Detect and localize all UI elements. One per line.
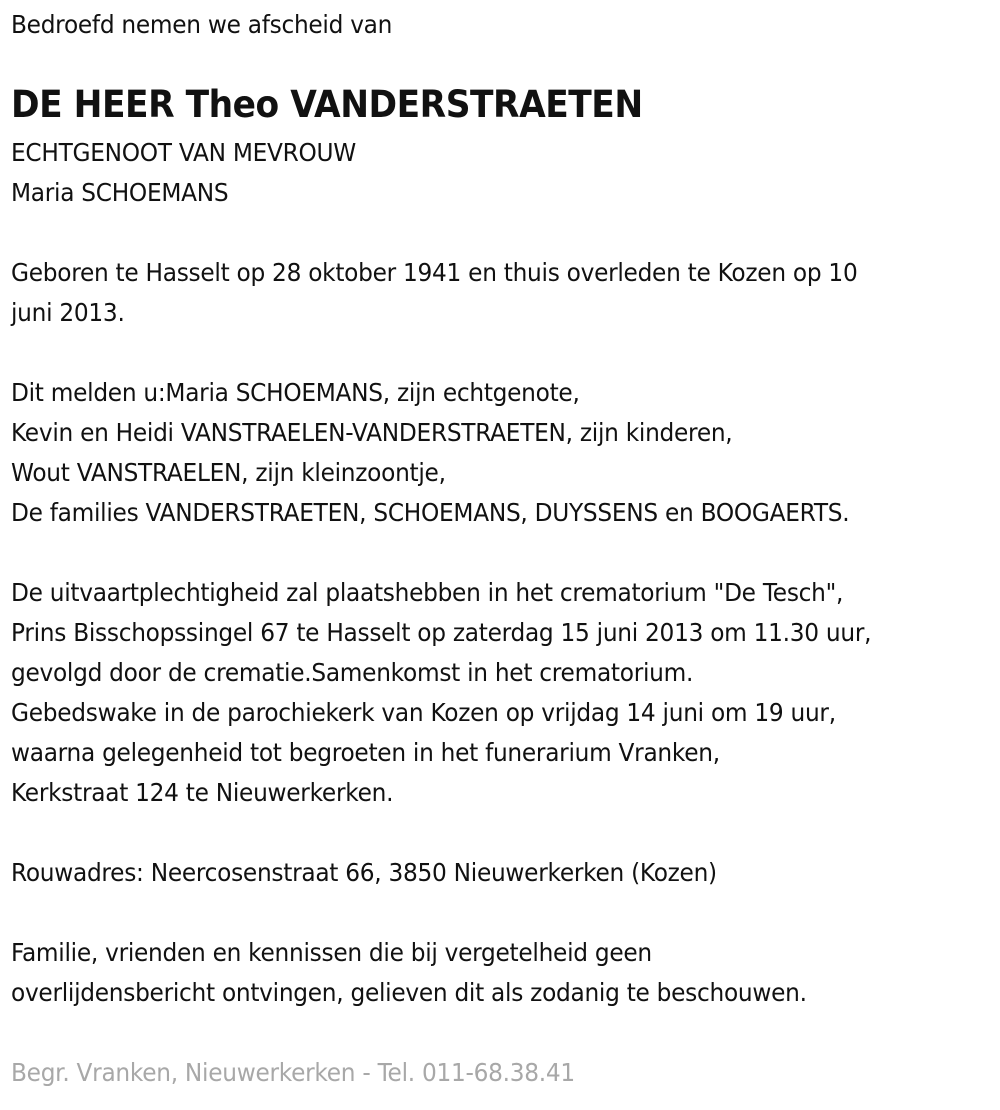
spouse-block <box>11 133 382 213</box>
ceremony-line: Kerkstraat 124 te Nieuwerkerken. <box>11 778 394 807</box>
announcement-paragraph <box>11 373 912 533</box>
birth-death-line: juni 2013. <box>11 298 125 327</box>
announcement-line: Wout VANSTRAELEN, zijn kleinzoontje, <box>11 458 446 487</box>
birth-death-paragraph <box>11 253 921 333</box>
ceremony-line: waarna gelegenheid tot begroeten in het funerarium Vranken, <box>11 738 720 767</box>
spouse-name: Maria SCHOEMANS <box>11 178 229 207</box>
ceremony-paragraph <box>11 573 936 813</box>
ceremony-line: Prins Bisschopssingel 67 te Hasselt op zaterdag 15 juni 2013 om 11.30 uur, <box>11 618 872 647</box>
birth-death-line: Geboren te Hasselt op 28 oktober 1941 en thuis overleden te Kozen op 10 <box>11 258 858 287</box>
mourning-address: Rouwadres: Neercosenstraat 66, 3850 Nieuwerkerken (Kozen) <box>11 858 717 887</box>
announcement-line: Kevin en Heidi VANSTRAELEN-VANDERSTRAETEN, zijn kinderen, <box>11 418 733 447</box>
notice-line: overlijdensbericht ontvingen, gelieven dit als zodanig te beschouwen. <box>11 978 807 1007</box>
mourning-address-paragraph <box>11 853 770 893</box>
notice-paragraph <box>11 933 867 1013</box>
ceremony-line: Gebedswake in de parochiekerk van Kozen op vrijdag 14 juni om 19 uur, <box>11 698 836 727</box>
spouse-title: ECHTGENOOT VAN MEVROUW <box>11 138 356 167</box>
intro-text: Bedroefd nemen we afscheid van <box>11 10 393 39</box>
funeral-home-footer: Begr. Vranken, Nieuwerkerken - Tel. 011-68.38.41 <box>11 1058 575 1087</box>
ceremony-line: gevolgd door de crematie.Samenkomst in het crematorium. <box>11 658 694 687</box>
notice-line: Familie, vrienden en kennissen die bij vergetelheid geen <box>11 938 652 967</box>
announcement-line: Dit melden u:Maria SCHOEMANS, zijn echtgenote, <box>11 378 580 407</box>
announcement-line: De families VANDERSTRAETEN, SCHOEMANS, DUYSSENS en BOOGAERTS. <box>11 498 850 527</box>
deceased-name: DE HEER Theo VANDERSTRAETEN <box>11 83 643 126</box>
ceremony-line: De uitvaartplechtigheid zal plaatshebben in het crematorium "De Tesch", <box>11 578 844 607</box>
